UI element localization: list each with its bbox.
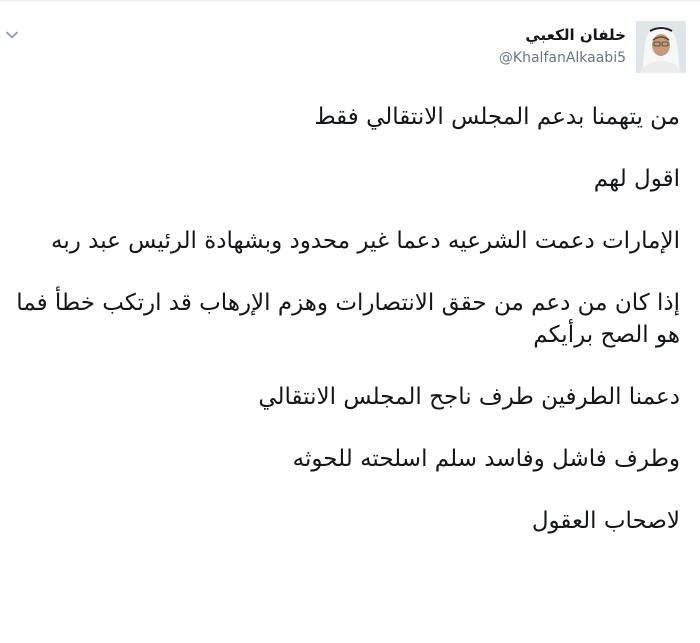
tweet-paragraph: الإمارات دعمت الشرعيه دعما غير محدود وبشهادة الرئيس عبد ربه — [50, 228, 680, 254]
tweet-paragraph: دعمنا الطرفين طرف ناجح المجلس الانتقالي — [258, 384, 680, 410]
chevron-down-icon[interactable] — [4, 27, 20, 43]
tweet-paragraph: لاصحاب العقول — [531, 508, 680, 534]
author-handle[interactable]: @KhalfanAlkaabi5 — [498, 50, 626, 66]
tweet-header — [499, 21, 686, 73]
tweet-paragraph: اقول لهم — [593, 166, 680, 192]
author-names — [499, 21, 626, 68]
tweet-text — [14, 101, 680, 567]
avatar[interactable] — [636, 21, 686, 73]
tweet-paragraph: من يتهمنا بدعم المجلس الانتقالي فقط — [314, 104, 680, 130]
author-display-name[interactable]: خلفان الكعبي — [525, 26, 626, 44]
tweet-paragraph: وطرف فاشل وفاسد سلم اسلحته للحوثه — [292, 446, 680, 472]
tweet-paragraph: إذا كان من دعم من حقق الانتصارات وهزم الإرهاب قد ارتكب خطأ فما هو الصح برأيكم — [16, 290, 680, 348]
